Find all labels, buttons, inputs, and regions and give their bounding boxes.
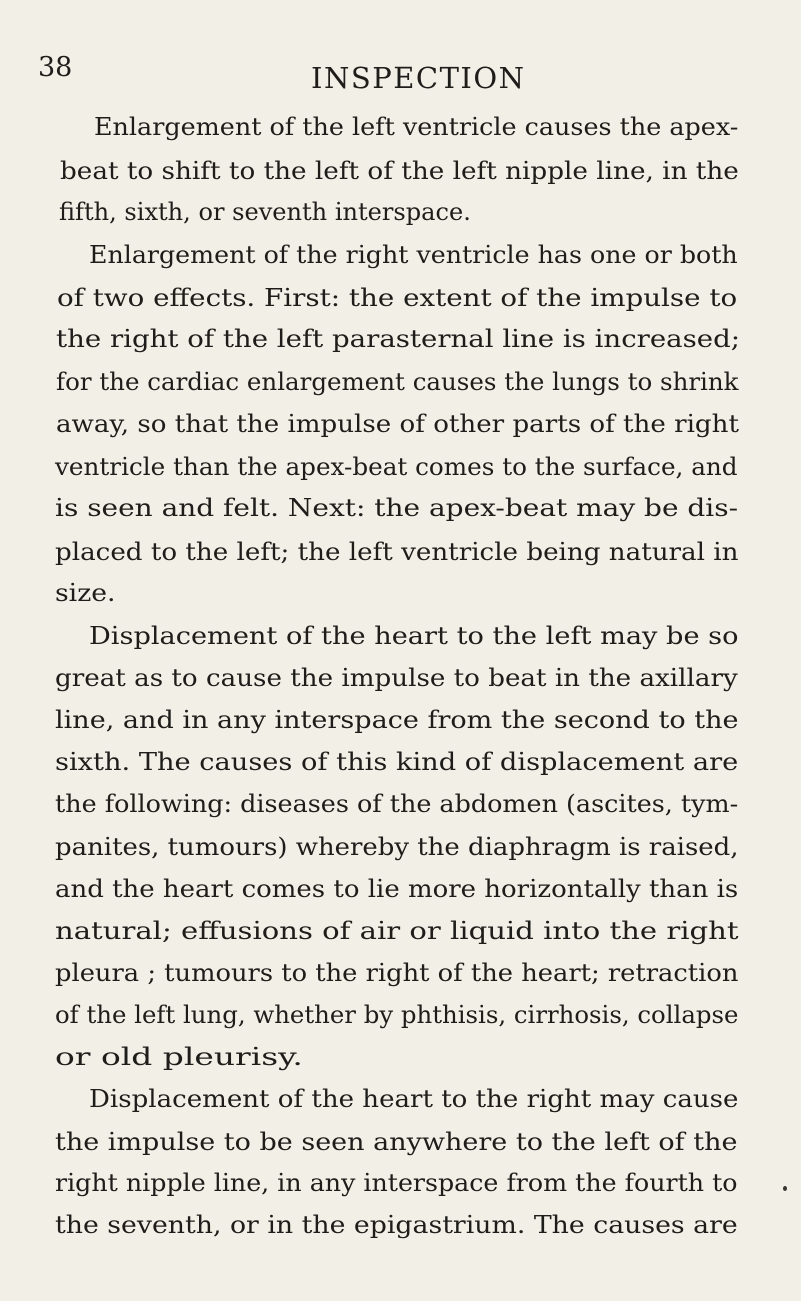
text-line: for the cardiac enlargement causes the lungs to shrink [56, 368, 739, 397]
text-line: sixth. The causes of this kind of displacement are [55, 748, 739, 777]
text-line: great as to cause the impulse to beat in the axillary [55, 663, 738, 692]
text-line: panites, tumours) whereby the diaphragm is raised, [55, 832, 739, 861]
text-line: the impulse to be seen anywhere to the left of the [55, 1127, 738, 1156]
ink-speck [783, 1186, 787, 1191]
text-line: line, and in any interspace from the second to the [55, 705, 739, 734]
text-line: ventricle than the apex-beat comes to the surface, and [55, 453, 738, 482]
text-line: the following: diseases of the abdomen (ascites, tym- [55, 789, 739, 818]
text-line: the seventh, or in the epigastrium. The causes are [55, 1211, 738, 1239]
text-line: is seen and felt. Next: the apex-beat may be dis- [55, 494, 739, 523]
text-line: Enlargement of the right ventricle has one or both [89, 240, 738, 269]
text-line: or old pleurisy. [55, 1043, 303, 1072]
text-line: Enlargement of the left ventricle causes the apex- [94, 113, 739, 141]
text-line: pleura ; tumours to the right of the heart; retraction [55, 958, 739, 987]
text-line: away, so that the impulse of other parts of the right [56, 409, 739, 438]
text-line: placed to the left; the left ventricle being natural in [55, 537, 739, 566]
text-line: fifth, sixth, or seventh interspace. [59, 198, 471, 227]
text-line: and the heart comes to lie more horizontally than is [55, 875, 739, 904]
text-line: of the left lung, whether by phthisis, cirrhosis, collapse [55, 1001, 739, 1030]
text-line: right nipple line, in any interspace from the fourth to [55, 1169, 738, 1198]
text-line: the right of the left parasternal line is increased; [56, 325, 741, 354]
text-line: size. [55, 579, 116, 608]
text-line: Displacement of the heart to the right may cause [89, 1084, 739, 1113]
running-title: INSPECTION [311, 61, 526, 95]
text-line: natural; effusions of air or liquid into the right [55, 917, 739, 946]
text-line: of two effects. First: the extent of the impulse to [57, 283, 738, 312]
text-line: Displacement of the heart to the left may be so [89, 622, 739, 651]
page-number: 38 [38, 52, 73, 83]
text-line: beat to shift to the left of the left nipple line, in the [60, 156, 739, 185]
